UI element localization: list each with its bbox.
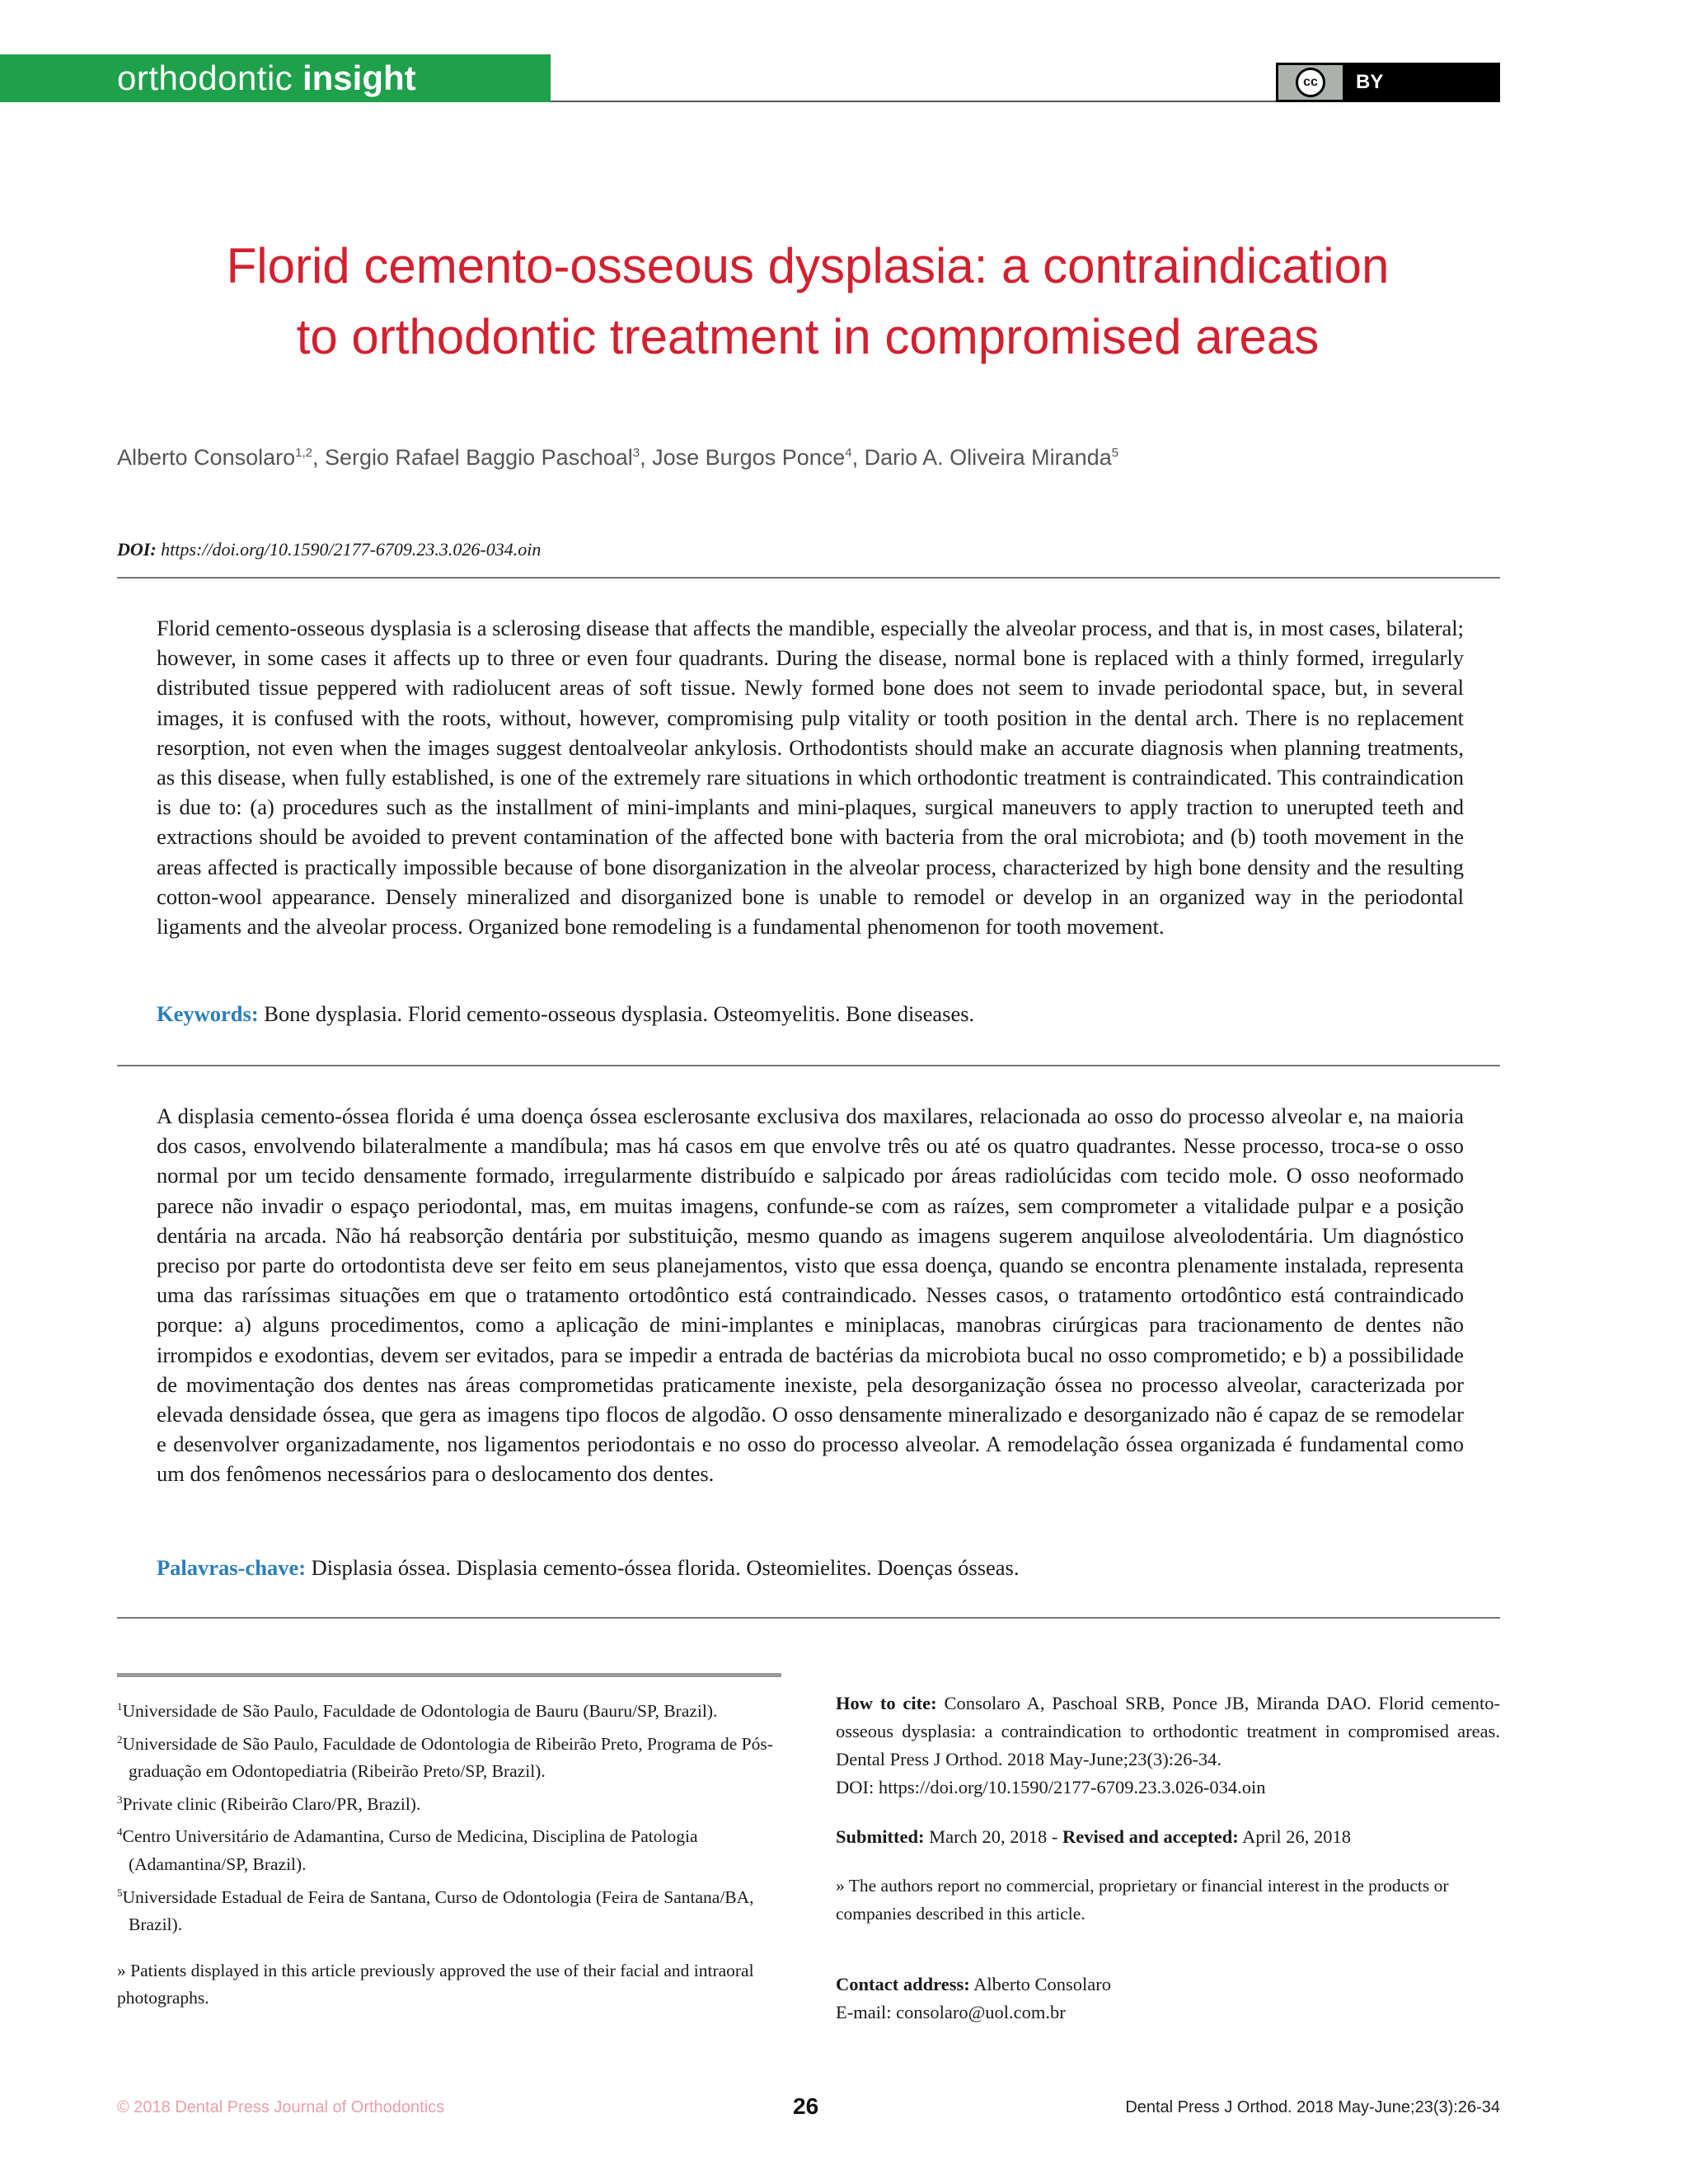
author-affiliation-ref: 1,2 (295, 446, 312, 460)
affiliations (117, 1693, 776, 2013)
section-header (0, 54, 551, 102)
affiliation-item: $^5$Universidade Estadual de Feira de Santana, Curso de Odontologia (Feira de Santana/BA, Brazil). (117, 1886, 754, 1935)
author-list: Alberto Consolaro$^{1,2}$, Sergio Rafael Baggio Paschoal$^3$, Jose Burgos Ponce$^4$, Dario A. Oliveira Miranda$^5$ (117, 445, 1119, 470)
author-name: Alberto Consolaro (117, 445, 296, 470)
title-line-2: to orthodontic treatment in compromised areas (296, 309, 1320, 364)
author-name: Jose Burgos Ponce (652, 445, 846, 470)
article-info (836, 1690, 1500, 2027)
author-name: Sergio Rafael Baggio Paschoal (325, 445, 633, 470)
affiliations-rule (117, 1673, 781, 1677)
author-affiliation-ref: 3 (632, 446, 640, 460)
doi-link[interactable]: https://doi.org/10.1590/2177-6709.23.3.026-034.oin (161, 539, 542, 560)
citation-text: Consolaro A, Paschoal SRB, Ponce JB, Miranda DAO. Florid cemento-osseous dysplasia: a contraindication to orthodontic treatment in compromised areas. Dental Press J Orthod. 2018 May-June;23(3):26-34. (836, 1693, 1500, 1769)
conflict-of-interest-note: » The authors report no commercial, proprietary or financial interest in the products or companies described in this article. (836, 1876, 1449, 1924)
copyright-notice: © 2018 Dental Press Journal of Orthodontics (117, 2098, 445, 2116)
page-number: 26 (793, 2093, 819, 2119)
keywords-text: Bone dysplasia. Florid cemento-osseous dysplasia. Osteomyelitis. Bone diseases. (264, 1001, 975, 1026)
palavras-chave-label: Palavras-chave: (157, 1555, 307, 1580)
creative-commons-icon: cc (1296, 68, 1325, 97)
submission-dates: Submitted: March 20, 2018 - Revised and accepted: April 26, 2018 (836, 1826, 1351, 1847)
doi-label: DOI: (117, 539, 157, 560)
how-to-cite (836, 1690, 1500, 1802)
keywords-portuguese (157, 1553, 1464, 1582)
affiliation-item: $^4$Centro Universitário de Adamantina, Curso de Medicina, Disciplina de Patologia (Adamantina/SP, Brazil). (117, 1825, 698, 1875)
contact-email[interactable]: E-mail: consolaro@uol.com.br (836, 2002, 1066, 2022)
cc-by-license-badge[interactable] (1276, 63, 1500, 102)
section-label-bold: insight (302, 59, 416, 97)
contact-name: Alberto Consolaro (973, 1974, 1111, 1994)
doi-line (117, 539, 541, 560)
title-line-1: Florid cemento-osseous dysplasia: a contraindication (226, 238, 1390, 293)
how-to-cite-label: How to cite: (836, 1693, 937, 1713)
affiliation-item: $^2$Universidade de São Paulo, Faculdade de Odontologia de Ribeirão Preto, Programa de Pós-graduação em Odontopediatria (Ribeirão Preto/SP, Brazil). (117, 1732, 773, 1782)
license-by-label: BY (1343, 65, 1498, 100)
palavras-chave-text: Displasia óssea. Displasia cemento-óssea florida. Osteomielites. Doenças ósseas. (311, 1555, 1020, 1580)
author-affiliation-ref: 4 (845, 446, 852, 460)
citation-doi[interactable]: DOI: https://doi.org/10.1590/2177-6709.23.3.026-034.oin (836, 1777, 1266, 1797)
divider (117, 577, 1500, 579)
author-affiliation-ref: 5 (1111, 446, 1119, 460)
keywords-english (157, 999, 1464, 1029)
author-name: Dario A. Oliveira Miranda (864, 445, 1112, 470)
contact-label: Contact address: (836, 1974, 970, 1994)
abstract-english: Florid cemento-osseous dysplasia is a sclerosing disease that affects the mandible, especially the alveolar process, and that is, in most cases, bilateral; however, in some cases it affects up to three or even four quadrants. During the disease, normal bone is replaced with a thinly formed, irregularly distributed tissue peppered with radiolucent areas of soft tissue. Newly formed bone does not seem to invade periodontal space, but, in several images, it is confused with the roots, without, however, compromising pulp vitality or tooth position in the dental arch. There is no replacement resorption, not even when the images suggest dentoalveolar ankylosis. Orthodontists should make an accurate diagnosis when planning treatments, as this disease, when fully established, is one of the extremely rare situations in which orthodontic treatment is contraindicated. This contraindication is due to: (a) procedures such as the installment of mini-implants and mini-plaques, surgical maneuvers to apply traction to unerupted teeth and extractions should be avoided to prevent contamination of the affected bone with bacteria from the oral microbiota; and (b) tooth movement in the areas affected is practically impossible because of bone disorganization in the alveolar process, characterized by high bone density and the resulting cotton-wool appearance. Densely mineralized and disorganized bone is unable to remodel or develop in an organized way in the periodontal ligaments and the alveolar process. Organized bone remodeling is a fundamental phenomenon for tooth movement. (157, 616, 1464, 940)
section-label-light: orthodontic (117, 59, 293, 97)
journal-citation: Dental Press J Orthod. 2018 May-June;23(3):26-34 (1125, 2098, 1500, 2116)
page-footer (117, 2093, 1500, 2123)
keywords-label: Keywords: (157, 1001, 259, 1026)
submitted-date: March 20, 2018 (929, 1826, 1048, 1847)
patients-consent-note: » Patients displayed in this article previously approved the use of their facial and intraoral photographs. (117, 1960, 754, 2008)
revised-date: April 26, 2018 (1242, 1826, 1351, 1847)
affiliation-item: $^3$Private clinic (Ribeirão Claro/PR, Brazil). (117, 1793, 421, 1814)
divider (117, 1065, 1500, 1066)
contact-address (836, 1971, 1500, 2027)
divider (117, 1617, 1500, 1619)
abstract-portuguese: A displasia cemento-óssea florida é uma doença óssea esclerosante exclusiva dos maxilares, relacionada ao osso do processo alveolar e, na maioria dos casos, envolvendo bilateralmente a mandíbula; mas há casos em que envolve três ou até os quatro quadrantes. Nesse processo, troca-se o osso normal por um tecido densamente formado, irregularmente distribuído e salpicado por áreas radiolúcidas com tecido mole. O osso neoformado parece não invadir o espaço periodontal, mas, em muitas imagens, confunde-se com as raízes, sem comprometer a vitalidade pulpar e a posição dentária na arcada. Não há reabsorção dentária por substituição, mesmo quando as imagens sugerem anquilose alveolodentária. Um diagnóstico preciso por parte do ortodontista deve ser feito em seus planejamentos, visto que essa doença, quando se encontra plenamente instalada, representa uma das raríssimas situações em que o tratamento ortodôntico está contraindicado. Nesses casos, o tratamento ortodôntico está contraindicado porque: a) alguns procedimentos, como a aplicação de mini-implantes e miniplacas, manobras cirúrgicas para tracionamento de dentes não irrompidos e exodontias, devem ser evitados, para se impedir a entrada de bactérias da microbiota bucal no osso comprometido; e b) a possibilidade de movimentação dos dentes nas áreas comprometidas praticamente inexiste, pela desorganização óssea no processo alveolar, caracterizada por elevada densidade óssea, que gera as imagens tipo flocos de algodão. O osso densamente mineralizado e desorganizado não é capaz de se remodelar e desenvolver organizadamente, nos ligamentos periodontais e no osso do processo alveolar. A remodelação óssea organizada é fundamental como um dos fenômenos necessários para o deslocamento dos dentes. (157, 1104, 1464, 1487)
article-title (115, 231, 1500, 373)
affiliation-item: $^1$Universidade de São Paulo, Faculdade de Odontologia de Bauru (Bauru/SP, Brazil). (117, 1700, 718, 1722)
